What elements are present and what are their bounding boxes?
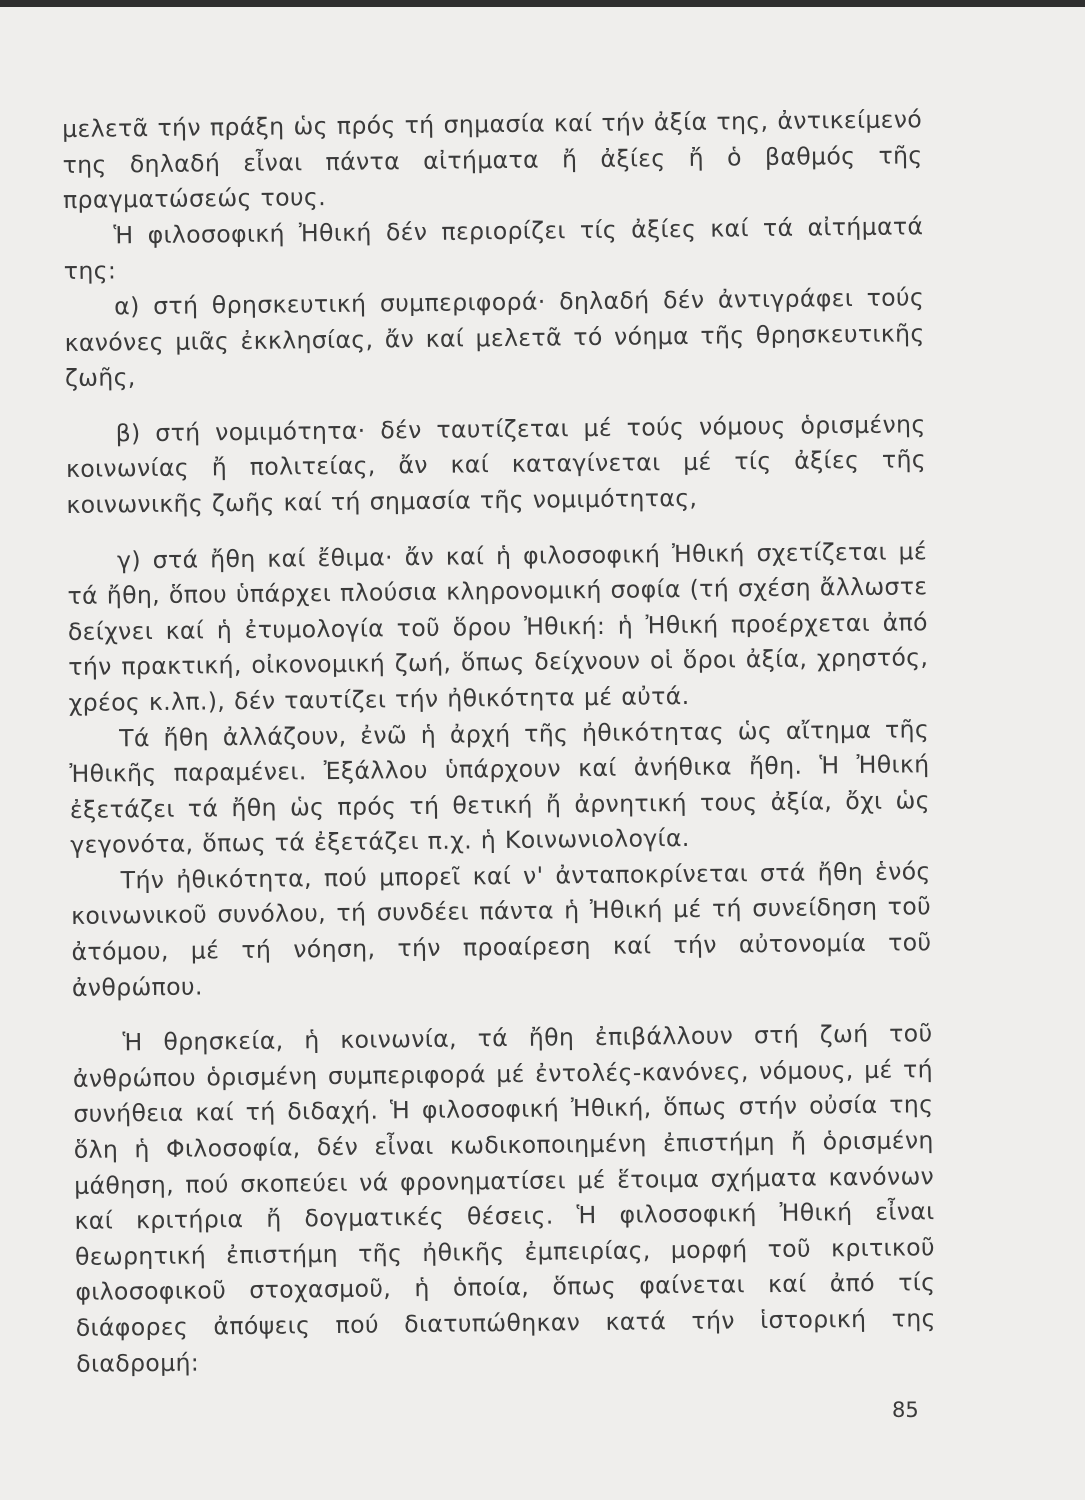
paragraph-intro: Ἡ φιλοσοφική Ἠθική δέν περιορίζει τίς ἀξίες καί τά αἰτήματά της: <box>63 212 924 286</box>
page-body <box>62 102 937 1422</box>
scan-top-edge <box>0 0 1085 7</box>
paragraph-item-b: β) στή νομιμότητα· δέν ταυτίζεται μέ τούς νόμους ὁρισμένης κοινωνίας ἤ πολιτείας, ἄν καί καταγίνεται μέ τίς ἀξίες τῆς κοινωνικῆς ζωῆς καί τή σημασία τῆς νομιμότητας, <box>65 409 927 519</box>
paragraph-religion-society: Ἡ θρησκεία, ἡ κοινωνία, τά ἤθη ἐπιβάλλουν στή ζωή τοῦ ἀνθρώπου ὁρισμένη συμπεριφορά μέ ἐντολές-κανόνες, νόμους, μέ τή συνήθεια καί τή διδαχή. Ἡ φιλοσοφική Ἠθική, ὅπως στήν οὐσία της ὅλη ἡ Φιλοσοφία, δέν εἶναι κωδικοποιημένη ἐπιστήμη ἤ ὁρισμένη μάθηση, πού σκοπεύει νά φρονηματίσει μέ ἕτοιμα σχήματα κανόνων καί κριτήρια ἤ δογματικές θέσεις. Ἡ φιλοσοφική Ἠθική εἶναι θεωρητική ἐπιστήμη τῆς ἠθικῆς ἐμπειρίας, μορφή τοῦ κριτικοῦ φιλοσοφικοῦ στοχασμοῦ, ἡ ὁποία, ὅπως φαίνεται καί ἀπό τίς διάφορες ἀπόψεις πού διατυπώθηκαν κατά τήν ἱστορική της διαδρομή: <box>72 1019 936 1378</box>
paragraph-customs: Τά ἤθη ἀλλάζουν, ἐνῶ ἡ ἀρχή τῆς ἠθικότητας ὡς αἴτημα τῆς Ἠθικῆς παραμένει. Ἐξάλλου ὑπάρχουν καί ἀνήθικα ἤθη. Ἡ Ἠθική ἐξετάζει τά ἤθη ὡς πρός τή θετική ἤ ἀρνητική τους ἀξία, ὄχι ὡς γεγονότα, ὅπως τά ἐξετάζει π.χ. ἡ Κοινωνιολογία. <box>69 714 931 860</box>
paragraph-continuation: μελετᾶ τήν πράξη ὡς πρός τή σημασία καί τήν ἀξία της, ἀντικείμενό της δηλαδή εἶναι πάντα αἰτήματα ἤ ἀξίες ἤ ὁ βαθμός τῆς πραγματώσεώς τους. <box>62 105 923 215</box>
paragraph-morality: Τήν ἠθικότητα, πού μπορεῖ καί ν' ἀνταποκρίνεται στά ἤθη ἑνός κοινωνικοῦ συνόλου, τή συνδέει πάντα ἡ Ἠθική μέ τή συνείδηση τοῦ ἀτόμου, μέ τή νόηση, τήν προαίρεση καί τήν αὐτονομία τοῦ ἀνθρώπου. <box>70 857 932 1002</box>
paragraph-item-c: γ) στά ἤθη καί ἔθιμα· ἄν καί ἡ φιλοσοφική Ἠθική σχετίζεται μέ τά ἤθη, ὅπου ὑπάρχει πλούσια κληρονομική σοφία (τή σχέση ἄλλωστε δείχνει καί ἡ ἐτυμολογία τοῦ ὅρου Ἠθική: ἡ Ἠθική προέρχεται ἀπό τήν πρακτική, οἰκονομική ζωή, ὅπως δείχνουν οἱ ὅροι ἀξία, χρηστός, χρέος κ.λπ.), δέν ταυτίζει τήν ἠθικότητα μέ αὐτά. <box>67 536 929 717</box>
page-number: 85 <box>892 1398 919 1422</box>
paragraph-item-a: α) στή θρησκευτική συμπεριφορά· δηλαδή δέν ἀντιγράφει τούς κανόνες μιᾶς ἐκκλησίας, ἄν καί μελετᾶ τό νόημα τῆς θρησκευτικῆς ζωῆς, <box>64 283 925 393</box>
